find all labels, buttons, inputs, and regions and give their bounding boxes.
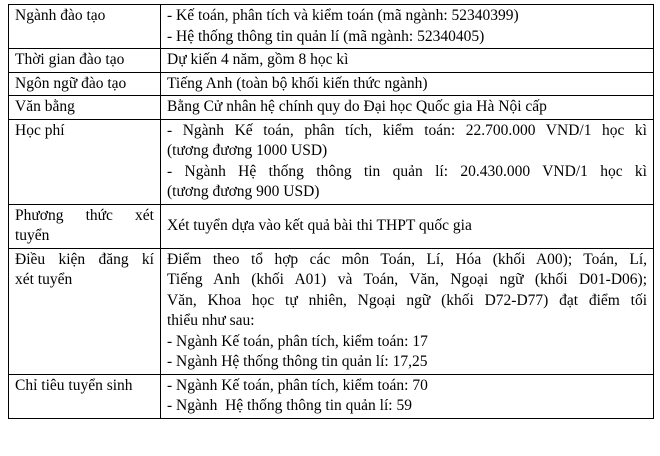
- value-line: - Hệ thống thông tin quản lí (mã ngành: 52340405): [167, 27, 485, 45]
- row-label: [9, 119, 161, 204]
- table-row-requirements: [9, 248, 654, 374]
- row-value: [161, 96, 654, 120]
- row-value: [161, 204, 654, 248]
- value-line: - Ngành Kế toán, phân tích, kiểm toán: 17: [167, 332, 428, 350]
- program-info-table: [8, 4, 654, 419]
- value-line: thiểu như sau:: [167, 312, 255, 329]
- value-line: Điểm theo tổ hợp các môn Toán, Lí, Hóa (khối A00); Toán, Lí,: [167, 250, 647, 268]
- value-line: - Ngành Hệ thống thông tin quản lí: 59: [167, 397, 412, 414]
- label-line: Chỉ tiêu tuyển sinh: [15, 376, 133, 394]
- row-label: [9, 204, 161, 248]
- row-label: [9, 5, 161, 49]
- value-line: Tiếng Anh (khối A01) và Toán, Văn, Ngoại ngữ (khối D01-D06);: [167, 271, 647, 288]
- row-label: [9, 248, 161, 374]
- value-line: (tương đương 1000 USD): [167, 142, 328, 159]
- row-value: [161, 119, 654, 204]
- row-value: [161, 72, 654, 96]
- table-row-duration: [9, 49, 654, 73]
- value-line: Tiếng Anh (toàn bộ khối kiến thức ngành): [167, 74, 428, 92]
- value-line: Bằng Cử nhân hệ chính quy do Đại học Quốc gia Hà Nội cấp: [167, 98, 547, 115]
- row-value: [161, 49, 654, 73]
- value-line: Xét tuyển dựa vào kết quả bài thi THPT quốc gia: [167, 216, 472, 234]
- table-row-quota: [9, 374, 654, 418]
- table-row-tuition: [9, 119, 654, 204]
- label-line: Học phí: [15, 121, 65, 139]
- table-row-degree: [9, 96, 654, 120]
- label-line: tuyển: [15, 227, 50, 244]
- table-row-admission-method: [9, 204, 654, 248]
- label-line: Ngành đào tạo: [15, 7, 106, 24]
- value-line: - Ngành Hệ thống thông tin quản lí: 17,25: [167, 353, 428, 370]
- row-label: [9, 374, 161, 418]
- label-line: Ngôn ngữ đào tạo: [15, 74, 127, 92]
- table-row-major: [9, 5, 654, 49]
- value-line: - Ngành Kế toán, phân tích, kiểm toán: 22.700.000 VND/1 học kì: [167, 121, 647, 139]
- value-line: - Kế toán, phân tích và kiểm toán (mã ngành: 52340399): [167, 7, 519, 24]
- row-label: [9, 49, 161, 73]
- value-line: - Ngành Hệ thống thông tin quản lí: 20.430.000 VND/1 học kì: [167, 162, 647, 180]
- value-line: Văn, Khoa học tự nhiên, Ngoại ngữ (khối D72-D77) đạt điểm tối: [167, 291, 647, 309]
- label-line: xét tuyển: [15, 271, 73, 288]
- row-value: [161, 5, 654, 49]
- row-label: [9, 96, 161, 120]
- row-value: [161, 374, 654, 418]
- value-line: (tương đương 900 USD): [167, 183, 320, 200]
- label-line: Điều kiện đăng kí: [15, 250, 154, 268]
- label-line: Văn bằng: [15, 98, 75, 115]
- row-label: [9, 72, 161, 96]
- row-value: [161, 248, 654, 374]
- value-line: Dự kiến 4 năm, gồm 8 học kì: [167, 51, 349, 68]
- label-line: Phương thức xét: [15, 206, 154, 224]
- label-line: Thời gian đào tạo: [15, 51, 125, 68]
- table-row-language: [9, 72, 654, 96]
- value-line: - Ngành Kế toán, phân tích, kiểm toán: 70: [167, 376, 428, 394]
